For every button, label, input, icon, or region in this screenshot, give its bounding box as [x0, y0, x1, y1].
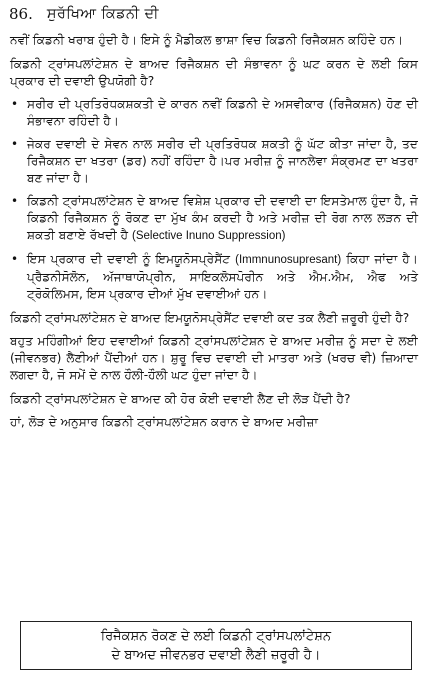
page-number: 86. — [9, 5, 33, 23]
list-item-text-continued: ਕਿਹਾ ਜਾਂਦਾ ਹੈ। ਪ੍ਰੈਡਨੀਸੋਲੋਨ, ਅੱਜਾਥਾਯੋਪ੍ਰੀਨ, ਸਾਇਕਲੋਸਪੋਰੀਨ ਅਤੇ ਐਮ.ਐਮ, ਐਫ ਅਤੇ ਟ੍ਰੋਕੋਲਿਮਸ, ਇਸ ਪ੍ਰਕਾਰ ਦੀਆਂ ਮੁੱਖ ਦਵਾਈਆਂ ਹਨ। — [27, 252, 419, 301]
question-other-medicine: ਕਿਡਨੀ ਟ੍ਰਾਂਸਪਲਾਂਟੇਸ਼ਨ ਦੇ ਬਾਅਦ ਕੀ ਹੋਰ ਕੋਈ ਦਵਾਈ ਲੈਣ ਦੀ ਲੋੜ ਪੈਂਦੀ ਹੈ? — [10, 392, 351, 406]
bullet-icon: • — [11, 252, 19, 266]
question-rejection-medicine: ਕਿਡਨੀ ਟ੍ਰਾਂਸਪਲਾਂਟੇਸ਼ਨ ਦੇ ਬਾਅਦ ਰਿਜੈਕਸ਼ਨ ਦੀ ਸੰਭਾਵਨਾ ਨੂੰ ਘਟ ਕਰਨ ਦੇ ਲਈ ਕਿਸ ਪ੍ਰਕਾਰ ਦੀ ਦਵਾਈ ਉਪਯੋਗੀ ਹੈ? — [10, 57, 418, 88]
answer-other-medicine: ਹਾਂ, ਲੋੜ ਦੇ ਅਨੁਸਾਰ ਕਿਡਨੀ ਟ੍ਰਾਂਸਪਲਾਂਟੇਸ਼ਨ ਕਰਾਨ ਦੇ ਬਾਅਦ ਮਰੀਜ਼ਾ — [10, 415, 319, 429]
intro-paragraph: ਨਵੀਂ ਕਿਡਨੀ ਖਰਾਬ ਹੁੰਦੀ ਹੈ। ਇਸੇ ਨੂੰ ਮੈਡੀਕਲ ਭਾਸ਼ਾ ਵਿਚ ਕਿਡਨੀ ਰਿਜੈਕਸ਼ਨ ਕਹਿੰਦੇ ਹਨ। — [10, 33, 404, 47]
running-title: ਸੁਰੱਖਿਆ ਕਿਡਨੀ ਦੀ — [46, 6, 159, 22]
list-item — [10, 251, 418, 303]
page-body — [10, 32, 418, 438]
latin-term: (Selective Inuno Suppression) — [132, 230, 286, 242]
answer-duration: ਬਹੁਤ ਮਹਿੰਗੀਆਂ ਇਹ ਦਵਾਈਆਂ ਕਿਡਨੀ ਟ੍ਰਾਂਸਪਲਾਂਟੇਸ਼ਨ ਦੇ ਬਾਅਦ ਮਰੀਜ਼ ਨੂੰ ਸਦਾ ਦੇ ਲਈ (ਜੀਵਨਭਰ) ਲੈਣੀਆਂ ਪੈਂਦੀਆਂ ਹਨ। ਸ਼ੁਰੂ ਵਿਚ ਦਵਾਈ ਦੀ ਮਾਤਰਾ ਅਤੇ (ਖਰਚ ਵੀ) ਜ਼ਿਆਦਾ ਲਗਦਾ ਹੈ, ਜੋ ਸਮੇਂ ਦੇ ਨਾਲ ਹੌਲੀ-ਹੌਲੀ ਘਟ ਹੁੰਦਾ ਜਾਂਦਾ ਹੈ। — [10, 334, 418, 382]
note-line: ਰਿਜੈਕਸ਼ਨ ਰੋਕਣ ਦੇ ਲਈ ਕਿਡਨੀ ਟ੍ਰਾਂਸਪਲਾਂਟੇਸ਼ਨ — [100, 628, 332, 644]
question-duration: ਕਿਡਨੀ ਟ੍ਰਾਂਸਪਲਾਂਟੇਸ਼ਨ ਦੇ ਬਾਅਦ ਇਮਯੂਨੋਸਪ੍ਰੇਸੈਂਟ ਦਵਾਈ ਕਦ ਤਕ ਲੈਣੀ ਜ਼ਰੂਰੀ ਹੁੰਦੀ ਹੈ? — [10, 311, 410, 325]
highlight-note-box — [20, 621, 412, 670]
page-header — [9, 2, 159, 26]
bullet-icon: • — [11, 137, 19, 151]
list-item-text: ਜੇਕਰ ਦਵਾਈ ਦੇ ਸੇਵਨ ਨਾਲ ਸਰੀਰ ਦੀ ਪ੍ਰਤਿਰੋਧਕ ਸ਼ਕਤੀ ਨੂੰ ਘੱਟ ਕੀਤਾ ਜਾਂਦਾ ਹੈ, ਤਦ ਰਿਜੈਕਸ਼ਨ ਦਾ ਖਤਰਾ (ਡਰ) ਨਹੀਂ ਰਹਿੰਦਾ ਹੈ।ਪਰ ਮਰੀਜ਼ ਨੂੰ ਜਾਨਲੇਵਾ ਸੰਕ੍ਰਮਣ ਦਾ ਖਤਰਾ ਬਣ ਜਾਂਦਾ ਹੈ। — [27, 137, 418, 185]
list-item — [10, 96, 418, 130]
list-item-text: ਕਿਡਨੀ ਟ੍ਰਾਂਸਪਲਾਂਟੇਸ਼ਨ ਦੇ ਬਾਅਦ ਵਿਸ਼ੇਸ਼ ਪ੍ਰਕਾਰ ਦੀ ਦਵਾਈ ਦਾ ਇਸਤੇਮਾਲ ਹੁੰਦਾ ਹੈ, ਜੋ ਕਿਡਨੀ ਰਿਜੈਕਸ਼ਨ ਨੂੰ ਰੋਕਣ ਦਾ ਮੁੱਖ ਕੰਮ ਕਰਦੀ ਹੈ ਅਤੇ ਮਰੀਜ਼ ਦੀ ਰੋਗ ਨਾਲ ਲੜਨ ਦੀ ਸ਼ਕਤੀ ਬਣਾਏ ਰੱਖਦੀ ਹੈ — [27, 194, 418, 242]
list-item — [10, 136, 418, 187]
note-line: ਦੇ ਬਾਅਦ ਜੀਵਨਭਰ ਦਵਾਈ ਲੈਣੀ ਜ਼ਰੂਰੀ ਹੈ। — [111, 647, 321, 663]
list-item-text: ਸਰੀਰ ਦੀ ਪ੍ਰਤਿਰੋਧਕਸ਼ਕਤੀ ਦੇ ਕਾਰਨ ਨਵੀਂ ਕਿਡਨੀ ਦੇ ਅਸਵੀਕਾਰ (ਰਿਜੈਕਸ਼ਨ) ਹੋਣ ਦੀ ਸੰਭਾਵਨਾ ਰਹਿੰਦੀ ਹੈ। — [27, 97, 418, 128]
list-item-text: ਇਸ ਪ੍ਰਕਾਰ ਦੀ ਦਵਾਈ ਨੂੰ ਇਮਯੂਨੋਸਪ੍ਰੇਸੈਂਟ — [27, 252, 231, 266]
latin-term: (Immnunosupresant) — [235, 254, 342, 266]
bullet-list — [10, 96, 418, 303]
list-item — [10, 193, 418, 245]
bullet-icon: • — [11, 97, 19, 111]
bullet-icon: • — [11, 194, 19, 208]
